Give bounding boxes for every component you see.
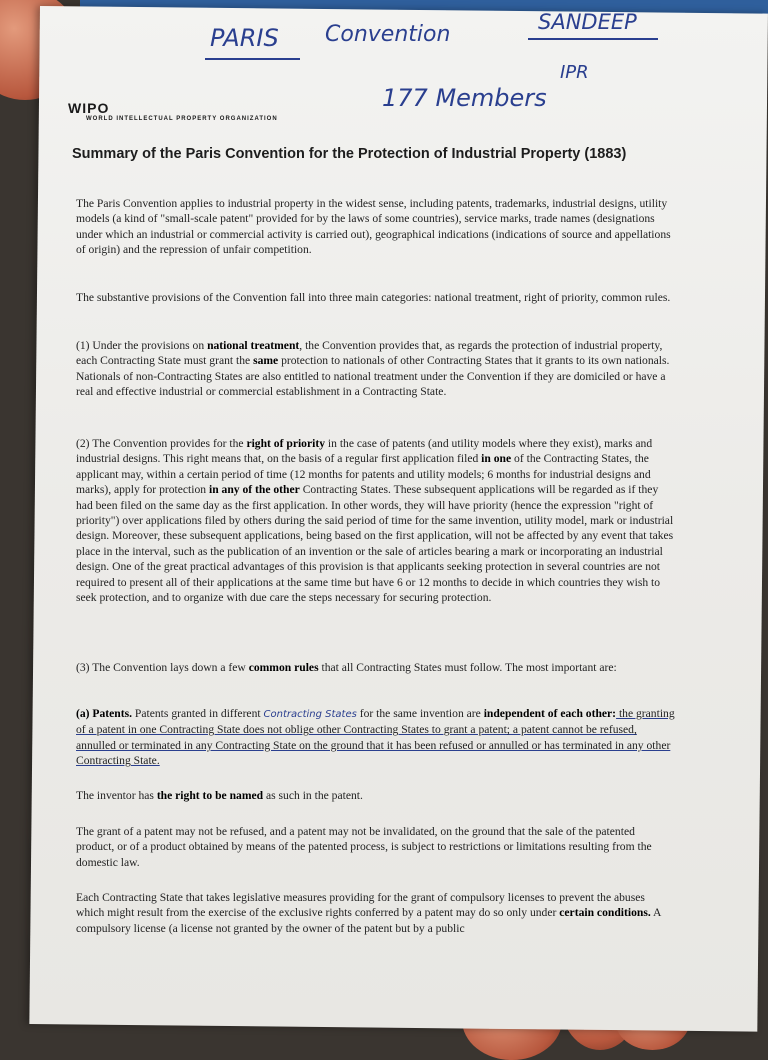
document-title: Summary of the Paris Convention for the Protection of Industrial Property (1883) xyxy=(72,146,627,162)
paragraph-right-of-priority xyxy=(76,436,676,605)
inventor-bold-right-to-be-named: the right to be named xyxy=(156,789,264,802)
nt-bold-national-treatment: national treatment xyxy=(207,339,300,352)
compulsory-text-2: A compulsory license (a license not granted by the owner of the patent but by a public xyxy=(76,906,661,935)
cr-text-2: that all Contracting States must follow. The most important are: xyxy=(318,661,617,674)
rp-text-4: Contracting States. These subsequent applications will be regarded as if they had been filed on the same day as the first application. In other words, they will have priority (hence the expression "right of priority") over applications filed by others during the said period of time for the same invention, utility model, mark or industrial design. Moreover, these subsequent applications, being based on the first application, will not be affected by any event that takes place in the interval, such as the publication of an invention or the sale of articles bearing a mark or incorporating an industrial design. One of the great practical advantages of this provision is that applicants seeking protection in several countries are not required to present all of their applications at the same time but have 6 or 12 months to decide in which countries they wish to seek protection, and to organize with due care the steps necessary for securing protection. xyxy=(76,483,674,605)
nt-text-1: (1) Under the provisions on xyxy=(76,339,208,352)
nt-bold-same: same xyxy=(253,354,279,368)
handwritten-paris: PARIS xyxy=(210,24,279,52)
paragraph-intro: The Paris Convention applies to industrial property in the widest sense, including patents, trademarks, industrial designs, utility models (a kind of "small-scale patent" provided for by the laws of some countries), service marks, trade names (designations under which an industrial or commercial activity is carried out), geographical indications (indications of source and appellations of origin) and the repression of unfair competition. xyxy=(76,197,671,257)
paragraph-compulsory-licenses xyxy=(76,890,676,936)
rp-text-3: of the Contracting States, the applicant may, within a certain period of time (12 months for patents and utility models; 6 months for industrial designs and marks), apply for protection xyxy=(76,452,651,497)
rp-bold-right-of-priority: right of priority xyxy=(246,437,326,450)
handwritten-ipr: IPR xyxy=(560,62,589,83)
inventor-text-1: The inventor has xyxy=(76,789,157,802)
handwritten-members: 177 Members xyxy=(382,84,547,112)
paragraph-inventor xyxy=(76,788,676,803)
patents-bold-independent: independent of each other: xyxy=(483,707,617,720)
handwritten-convention: Convention xyxy=(325,22,451,47)
paragraph-common-rules xyxy=(76,660,676,675)
handwritten-sandeep: SANDEEP xyxy=(538,10,637,34)
cr-bold-common-rules: common rules xyxy=(248,661,319,674)
compulsory-bold-certain-conditions: certain conditions. xyxy=(559,906,651,920)
patents-text-2: for the same invention are xyxy=(356,707,484,720)
rp-bold-in-any-other: in any of the other xyxy=(208,483,300,497)
wipo-full-name: WORLD INTELLECTUAL PROPERTY ORGANIZATION xyxy=(86,116,278,122)
patents-text-1: Patents granted in different xyxy=(132,707,264,720)
patents-lead: (a) Patents. xyxy=(76,707,133,720)
rp-text-2: in the case of patents (and utility models where they exist), marks and industrial designs. This right means that, on the basis of a regular first application filed xyxy=(76,437,653,466)
handwritten-underline-sandeep xyxy=(528,38,658,40)
wipo-logo: WIPO xyxy=(68,100,110,116)
rp-bold-in-one: in one xyxy=(481,452,512,466)
paragraph-grant: The grant of a patent may not be refused, and a patent may not be invalidated, on the ground that the sale of the patented product, or of a product obtained by means of the patented process, is subject to restrictions or limitations resulting from the domestic law. xyxy=(76,825,652,869)
patents-text-3: the granting of a patent in one Contracting State does not oblige other Contracting States to grant a patent; a patent cannot be refused, annulled or terminated in any Contracting State on the ground that it has been refused or annulled or has terminated in any other Contracting State. xyxy=(76,707,675,768)
inventor-text-2: as such in the patent. xyxy=(263,789,363,802)
cr-text-1: (3) The Convention lays down a few xyxy=(76,661,249,674)
nt-text-2: , the Convention provides that, as regards the protection of industrial property, each Contracting State must grant the xyxy=(76,339,663,368)
rp-text-1: (2) The Convention provides for the xyxy=(76,437,247,450)
paragraph-patents xyxy=(76,706,676,769)
paragraph-categories: The substantive provisions of the Convention fall into three main categories: national treatment, right of priority, common rules. xyxy=(76,291,671,304)
compulsory-text-1: Each Contracting State that takes legislative measures providing for the grant of compulsory licenses to prevent the abuses which might result from the exercise of the exclusive rights conferred by a patent may do so only under xyxy=(76,891,645,920)
handwritten-contracting-states: Contracting States xyxy=(263,709,357,720)
nt-text-3: protection to nationals of other Contracting States that it grants to its own nationals. Nationals of non-Contracting States are also entitled to national treatment under the Convention if they are domiciled or have a real and effective industrial or commercial establishment in a Contracting State. xyxy=(76,354,670,399)
paragraph-national-treatment xyxy=(76,338,676,400)
handwritten-underline-paris xyxy=(205,58,300,60)
